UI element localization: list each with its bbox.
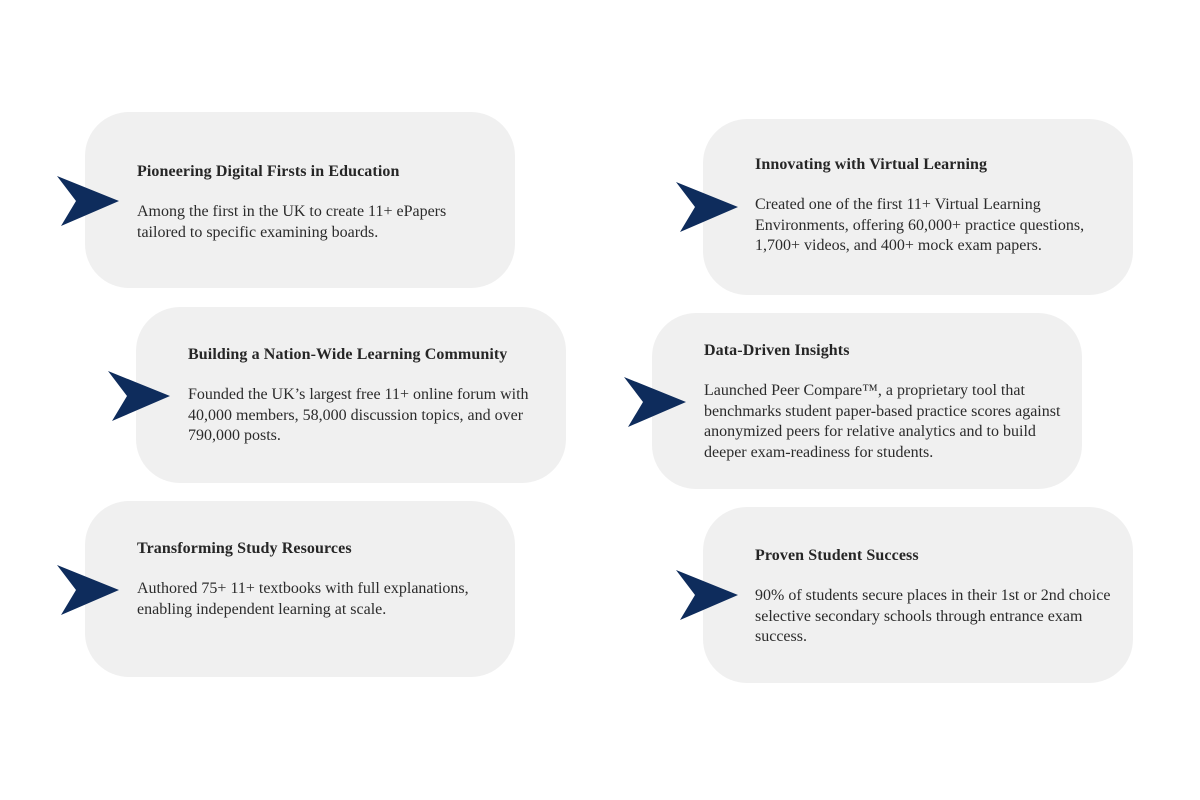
card-description: Authored 75+ 11+ textbooks with full explanations, enabling independent learning at scale. (137, 580, 469, 618)
card-title: Proven Student Success (755, 547, 919, 564)
card-title: Transforming Study Resources (137, 540, 352, 557)
chevron-arrow-icon (676, 182, 738, 232)
chevron-arrow-icon (57, 176, 119, 226)
feature-card-virtual-learning (703, 119, 1133, 295)
feature-card-digital-firsts (85, 112, 515, 288)
card-description: Launched Peer Compare™, a proprietary tool that benchmarks student paper-based practice scores against anonymized peers for relative analytics and to build deeper exam-readiness for students. (704, 382, 1061, 461)
card-title: Building a Nation-Wide Learning Community (188, 346, 508, 363)
chevron-arrow-icon (676, 570, 738, 620)
card-description: Among the first in the UK to create 11+ ePapers tailored to specific examining boards. (137, 203, 447, 241)
card-title: Pioneering Digital Firsts in Education (137, 163, 400, 180)
card-description: Founded the UK’s largest free 11+ online forum with 40,000 members, 58,000 discussion topics, and over 790,000 posts. (188, 386, 529, 444)
chevron-arrow-icon (108, 371, 170, 421)
feature-card-data-insights (652, 313, 1082, 489)
feature-card-study-resources (85, 501, 515, 677)
chevron-arrow-icon (57, 565, 119, 615)
card-title: Data-Driven Insights (704, 342, 850, 359)
card-title: Innovating with Virtual Learning (755, 156, 988, 173)
feature-card-learning-community (136, 307, 566, 483)
card-description: 90% of students secure places in their 1st or 2nd choice selective secondary schools through entrance exam success. (755, 587, 1111, 645)
chevron-arrow-icon (624, 377, 686, 427)
feature-card-student-success (703, 507, 1133, 683)
card-description: Created one of the first 11+ Virtual Learning Environments, offering 60,000+ practice questions, 1,700+ videos, and 400+ mock exam papers. (755, 196, 1085, 254)
